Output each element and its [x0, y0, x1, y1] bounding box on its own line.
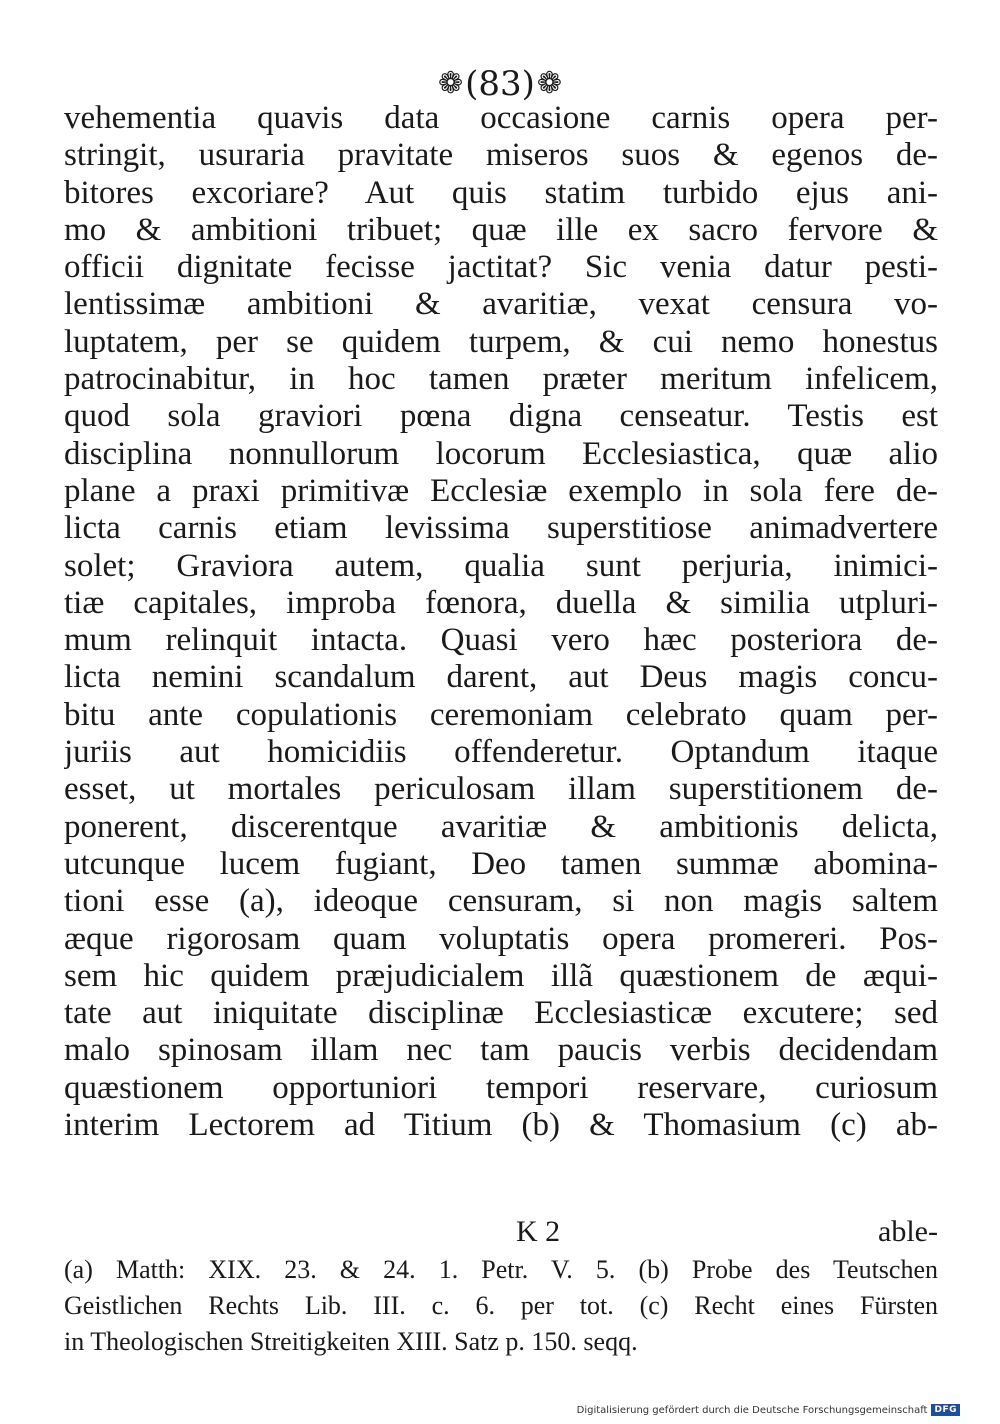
text-line: sem hic quidem præjudicialem illã quæstionem de æqui-: [64, 957, 938, 994]
catchline: [64, 1214, 938, 1250]
text-line: solet; Graviora autem, qualia sunt perjuria, inimici-: [64, 547, 938, 584]
page-header: [0, 62, 1000, 104]
text-line: disciplina nonnullorum locorum Ecclesiastica, quæ alio: [64, 435, 938, 472]
catchword: able-: [878, 1215, 938, 1248]
footnotes: [64, 1252, 938, 1360]
dfg-logo-icon: DFG: [931, 1404, 960, 1416]
text-line: licta nemini scandalum darent, aut Deus magis concu-: [64, 659, 938, 696]
text-line: officii dignitate fecisse jactitat? Sic venia datur pesti-: [64, 249, 938, 286]
text-line: vehementia quavis data occasione carnis opera per-: [64, 100, 938, 136]
text-line: ponerent, discerentque avaritiæ & ambitionis delicta,: [64, 808, 938, 845]
text-line: quæstionem opportuniori tempori reservare, curiosum: [64, 1069, 938, 1106]
body-text: [64, 100, 938, 1144]
text-line: utcunque lucem fugiant, Deo tamen summæ abomina-: [64, 845, 938, 882]
text-line: interim Lectorem ad Titium (b) & Thomasium (c) ab-: [64, 1107, 938, 1144]
flower-ornament-icon: ❁: [536, 66, 563, 101]
text-line: lentissimæ ambitioni & avaritiæ, vexat censura vo-: [64, 286, 938, 323]
text-line: plane a praxi primitivæ Ecclesiæ exemplo in sola fere de-: [64, 472, 938, 509]
credit-text: Digitalisierung gefördert durch die Deutsche Forschungsgemeinschaft: [576, 1404, 928, 1416]
text-line: æque rigorosam quam voluptatis opera promereri. Pos-: [64, 920, 938, 957]
text-line: licta carnis etiam levissima superstitiose animadvertere: [64, 510, 938, 547]
text-line: bitores excoriare? Aut quis statim turbido ejus ani-: [64, 174, 938, 211]
text-line: patrocinabitur, in hoc tamen præter meritum infelicem,: [64, 361, 938, 398]
text-line: luptatem, per se quidem turpem, & cui nemo honestus: [64, 323, 938, 360]
text-line: esset, ut mortales periculosam illam superstitionem de-: [64, 771, 938, 808]
digitization-credit: [577, 1404, 960, 1416]
footnote-line: (a) Matth: XIX. 23. & 24. 1. Petr. V. 5. (b) Probe des Teutschen: [64, 1255, 938, 1284]
page-number: (83): [465, 64, 535, 104]
text-line: juriis aut homicidiis offenderetur. Optandum itaque: [64, 734, 938, 771]
signature-mark: K 2: [516, 1215, 561, 1248]
footnote-line: Geistlichen Rechts Lib. III. c. 6. per tot. (c) Recht eines Fürsten: [64, 1291, 938, 1320]
text-line: tioni esse (a), ideoque censuram, si non magis saltem: [64, 883, 938, 920]
text-line: stringit, usuraria pravitate miseros suos & egenos de-: [64, 137, 938, 174]
text-line: mum relinquit intacta. Quasi vero hæc posteriora de-: [64, 622, 938, 659]
text-line: malo spinosam illam nec tam paucis verbis decidendam: [64, 1032, 938, 1069]
flower-ornament-icon: ❁: [437, 66, 464, 101]
text-line: quod sola graviori pœna digna censeatur. Testis est: [64, 398, 938, 435]
text-line: tate aut iniquitate disciplinæ Ecclesiasticæ excutere; sed: [64, 995, 938, 1032]
text-line: bitu ante copulationis ceremoniam celebrato quam per-: [64, 696, 938, 733]
text-line: tiæ capitales, improba fœnora, duella & similia utpluri-: [64, 584, 938, 621]
text-line: mo & ambitioni tribuet; quæ ille ex sacro fervore &: [64, 211, 938, 248]
footnote-line: in Theologischen Streitigkeiten XIII. Satz p. 150. seqq.: [64, 1327, 638, 1356]
